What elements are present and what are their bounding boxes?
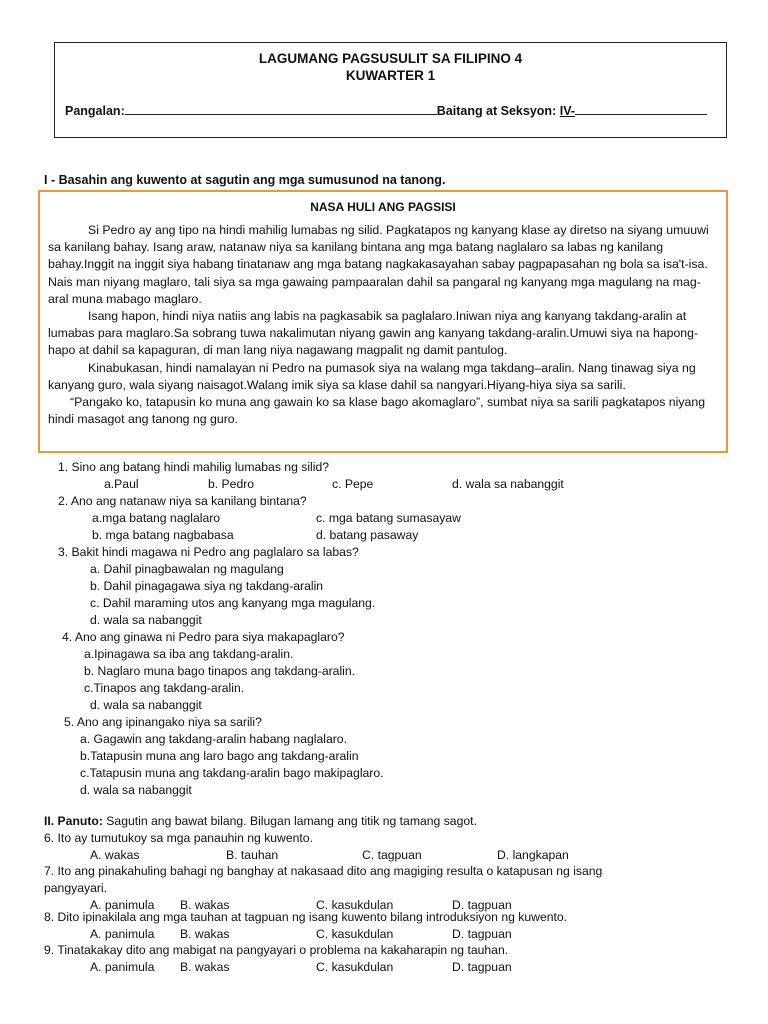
name-label: Pangalan: <box>65 104 125 118</box>
part2-instruction <box>44 814 477 828</box>
option[interactable]: A. panimula <box>90 960 155 974</box>
question-1-options <box>0 477 768 493</box>
option[interactable]: B. tauhan <box>226 848 279 862</box>
question-5: 5. Ano ang ipinangako niya sa sarili? <box>64 715 262 729</box>
option[interactable]: A. wakas <box>90 848 140 862</box>
story-paragraph: “Pangako ko, tatapusin ko muna ang gawain ko sa klase bago akomaglaro”, sumbat niya sa sarili pagkatapos niyang hindi masagot ang tanong ng guro. <box>48 395 706 427</box>
option[interactable]: d. wala sa nabanggit <box>90 698 202 712</box>
option[interactable]: a.mga batang naglalaro <box>92 511 221 525</box>
option[interactable]: b. mga batang nagbabasa <box>92 528 234 542</box>
option[interactable]: a.Ipinagawa sa iba ang takdang-aralin. <box>84 647 294 661</box>
question-6: 6. Ito ay tumutukoy sa mga panauhin ng kuwento. <box>44 831 313 845</box>
option[interactable]: c. mga batang sumasayaw <box>316 511 461 525</box>
story-text <box>48 222 720 428</box>
option[interactable]: D. tagpuan <box>452 898 512 912</box>
option[interactable]: d. wala sa nabanggit <box>80 783 192 797</box>
option[interactable]: B. wakas <box>180 960 230 974</box>
option[interactable]: b. Dahil pinagagawa siya ng takdang-aralin <box>90 579 324 593</box>
story-paragraph: Si Pedro ay ang tipo na hindi mahilig lumabas ng silid. Pagkatapos ng kanyang klase ay diretso na siyang umuuwi sa kanilang bahay. Isang araw, natanaw niya sa kanilang bintana ang mga batang naglalaro sa labas ng kanilang bahay.Inggit na inggit siya habang tinatanaw ang mga batang nagkakasayahan sabay pagpapasahan ng bola sa isa't-isa. Nais man niyang maglaro, tali siya sa mga gawaing pampaaralan dahil sa pangaral ng kanyang mga magulang na mag-aral muna mabago maglaro. <box>48 223 709 306</box>
option[interactable]: c.Tinapos ang takdang-aralin. <box>84 681 245 695</box>
question-7: 7. Ito ang pinakahuling bahagi ng banghay at nakasaad dito ang magiging resulta o katapusan ng isang <box>44 864 603 878</box>
option[interactable]: C. kasukdulan <box>316 898 394 912</box>
question-1: 1. Sino ang batang hindi mahilig lumabas ng silid? <box>58 460 330 474</box>
story-box <box>38 190 728 453</box>
option[interactable]: b. Naglaro muna bago tinapos ang takdang-aralin. <box>84 664 356 678</box>
option[interactable]: C. tagpuan <box>362 848 422 862</box>
option[interactable]: d. wala sa nabanggit <box>90 613 202 627</box>
option[interactable]: D. langkapan <box>497 848 569 862</box>
option[interactable]: b. Pedro <box>208 477 255 491</box>
question-2-options-row1 <box>0 511 768 527</box>
question-8-options <box>0 927 768 943</box>
grade-value: IV- <box>559 104 576 118</box>
story-paragraph: Kinabukasan, hindi namalayan ni Pedro na pumasok siya na walang mga takdang–aralin. Nang tinawag siya ng kanyang guro, wala siyang naisagot.Walang imik siya sa klase dahil sa nangyari.Hiyang-hiya siya sa sarili. <box>48 360 696 392</box>
grade-label: Baitang at Seksyon: <box>436 104 557 118</box>
option[interactable]: a. Gagawin ang takdang-aralin habang naglalaro. <box>80 732 347 746</box>
question-8: 8. Dito ipinakilala ang mga tauhan at tagpuan ng isang kuwento bilang introduksiyon ng kuwento. <box>44 910 568 924</box>
question-6-options <box>0 848 768 864</box>
story-title: NASA HULI ANG PAGSISI <box>310 200 456 214</box>
question-9-options <box>0 960 768 976</box>
option[interactable]: a. Dahil pinagbawalan ng magulang <box>90 562 284 576</box>
option[interactable]: c. Dahil maraming utos ang kanyang mga magulang. <box>90 596 376 610</box>
question-2-options-row2 <box>0 528 768 544</box>
option[interactable]: A. panimula <box>90 898 155 912</box>
option[interactable]: a.Paul <box>104 477 139 491</box>
option[interactable]: A. panimula <box>90 927 155 941</box>
question-9: 9. Tinatakakay dito ang mabigat na pangyayari o problema na kakaharapin ng tauhan. <box>44 943 509 957</box>
option[interactable]: D. tagpuan <box>452 960 512 974</box>
quarter-title: KUWARTER 1 <box>345 68 436 83</box>
exam-title: LAGUMANG PAGSUSULIT SA FILIPINO 4 <box>258 51 523 66</box>
part1-instruction: I - Basahin ang kuwento at sagutin ang mga sumusunod na tanong. <box>44 173 446 187</box>
story-paragraph: Isang hapon, hindi niya natiis ang labis na pagkasabik sa paglalaro.Iniwan niya ang kanyang takdang-aralin at lumabas para maglaro.Sa sobrang tuwa nakalimutan niyang gawin ang kanyang takdang-aralin.Umuwi siya na hapong-hapo at dahil sa kapaguran, di man lang niya nagawang magpalit ng damit pantulog. <box>48 309 699 358</box>
part2-text: Sagutin ang bawat bilang. Bilugan lamang ang titik ng tamang sagot. <box>102 814 477 828</box>
option[interactable]: D. tagpuan <box>452 927 512 941</box>
option[interactable]: d. batang pasaway <box>316 528 419 542</box>
section-line[interactable] <box>575 102 707 115</box>
question-3: 3. Bakit hindi magawa ni Pedro ang paglalaro sa labas? <box>58 545 359 559</box>
option[interactable]: c.Tatapusin muna ang takdang-aralin bago makipaglaro. <box>80 766 384 780</box>
option[interactable]: B. wakas <box>180 927 230 941</box>
header-box <box>54 42 727 138</box>
question-4: 4. Ano ang ginawa ni Pedro para siya makapaglaro? <box>62 630 345 644</box>
name-line[interactable] <box>125 102 437 115</box>
option[interactable]: c. Pepe <box>332 477 374 491</box>
part2-label: II. Panuto: <box>44 814 103 828</box>
option[interactable]: d. wala sa nabanggit <box>452 477 564 491</box>
student-fields <box>65 102 707 118</box>
question-7-cont: pangyayari. <box>44 881 108 895</box>
option[interactable]: C. kasukdulan <box>316 927 394 941</box>
option[interactable]: C. kasukdulan <box>316 960 394 974</box>
question-2: 2. Ano ang natanaw niya sa kanilang bintana? <box>58 494 307 508</box>
option[interactable]: b.Tatapusin muna ang laro bago ang takdang-aralin <box>80 749 359 763</box>
option[interactable]: B. wakas <box>180 898 230 912</box>
